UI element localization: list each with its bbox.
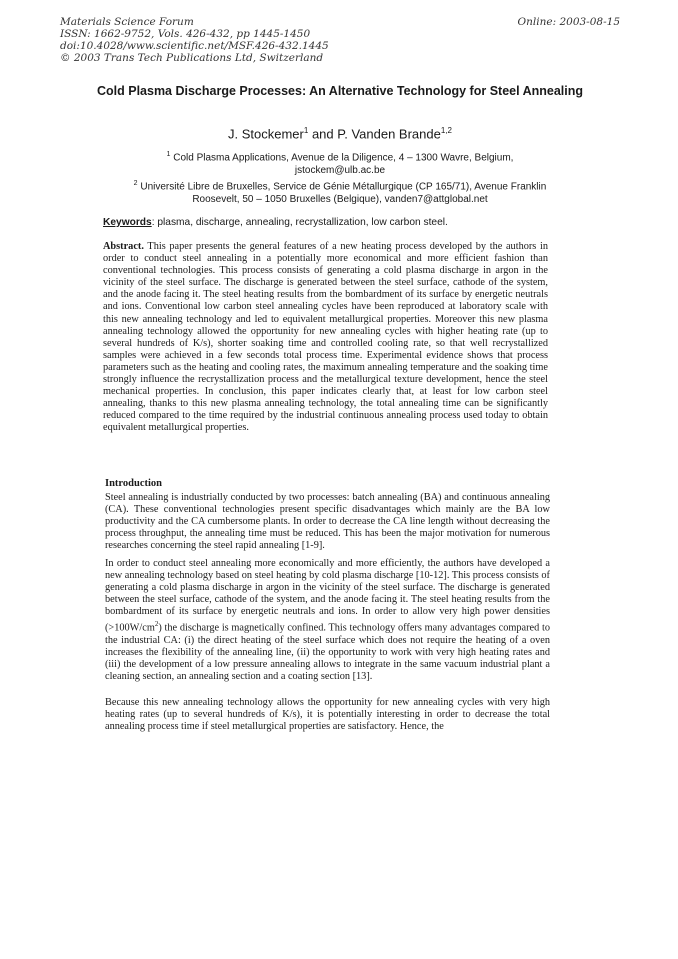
affiliation-1-email[interactable]: jstockem@ulb.ac.be [294, 164, 386, 176]
keywords-list: : plasma, discharge, annealing, recrystallization, low carbon steel. [151, 217, 448, 228]
affiliation-1-address: Cold Plasma Applications, Avenue de la Diligence, 4 – 1300 Wavre, Belgium, [173, 152, 514, 164]
abstract-label: Abstract. [103, 241, 144, 252]
section-heading-introduction: Introduction [105, 478, 162, 489]
author-2-affiliation-mark: 1,2 [440, 126, 452, 135]
intro-paragraph-2 [105, 558, 550, 683]
intro-paragraph-1: Steel annealing is industrially conducted by two processes: batch annealing (BA) and continuous annealing (CA). These conventional technologies present specific disadvantages which mainly are the BA low productivity and the CA cumbersome plants. In order to decrease the CA line length without decreasing the process throughput, the annealing time must be reduced. This has been the major motivation for numerous researches concerning the steel rapid annealing [1-9]. [105, 492, 550, 552]
keywords-label: Keywords [103, 217, 152, 228]
online-date: Online: 2003-08-15 [517, 16, 620, 28]
affiliation-2-address-line1: Université Libre de Bruxelles, Service de Génie Métallurgique (CP 165/71), Avenue Franklin [140, 181, 547, 193]
intro-paragraph-2-part-a: In order to conduct steel annealing more economically and more efficiently, the authors have developed a new annealing technology based on steel heating by cold plasma discharge [10-12]. This process consists of generating a cold plasma discharge in argon in the vicinity of the steel surface. The discharge is generated between the steel surface, cathode of the system, and the anode facing it. The steel heating results from the bombardment of its surface by energetic neutrals and ions. In order to allow very high power densities (>100W/cm [105, 558, 550, 634]
affiliation-2-address-line2: Roosevelt, 50 – 1050 Bruxelles (Belgique), vanden7@attglobal.net [192, 193, 488, 205]
intro-paragraph-2-part-b: ) the discharge is magnetically confined. This technology offers many advantages compared to the industrial CA: (i) the direct heating of the steel surface which does not require the heating of a oven increases the flexibility of the annealing line, (ii) the opportunity to work with very high heating rates and (iii) the development of a low pressure annealing allows to integrate in the same vacuum industrial plant a cleaning section, an annealing section and a coating section [13]. [105, 622, 550, 683]
affiliation-2-mark: 2 [133, 180, 138, 187]
author-1: J. Stockemer [228, 126, 304, 142]
affiliation-1 [100, 149, 580, 177]
doi-link[interactable]: doi:10.4028/www.scientific.net/MSF.426-432.1445 [60, 40, 329, 52]
paper-title: Cold Plasma Discharge Processes: An Alternative Technology for Steel Annealing [96, 84, 583, 98]
intro-paragraph-3: Because this new annealing technology allows the opportunity for new annealing cycles with very high heating rates (up to several hundreds of K/s), it is potentially interesting in order to decrease the total annealing process time if steel metallurgical properties are satisfactory. Hence, the [105, 697, 550, 733]
abstract [103, 241, 548, 435]
publication-header [60, 16, 620, 64]
abstract-text: This paper presents the general features of a new heating process developed by the authors in order to conduct steel annealing in a potentially more economical and more efficient fashion than conventional technologies. This process consists of generating a cold plasma discharge in argon in the vicinity of the steel surface. The discharge is generated between the steel surface, cathode of the system, and the anode facing it. The steel heating results from the bombardment of its surface by energetic neutrals and ions. Conventional low carbon steel annealing cycles have been reproduced at laboratory scale with this new annealing technology and led to equivalent metallurgical properties. Moreover this new plasma annealing technology allowed the opportunity for new annealing cycles with higher heating rate (up to several hundreds of K/s), shorter soaking time and controlled cooling rate, so that well recrystallized samples were achieved in a few seconds total process time. Experimental evidence shows that process parameters such as the heating and cooling rates, the maximum annealing temperature and the soaking time strongly influence the recrystallization process and the metallurgical texture development, hence the steel mechanical properties. In conclusion, this paper indicates clearly that, at least for low carbon steel annealing, thanks to this new plasma annealing technology, the total annealing time can be significantly reduced compared to the time required by the industrial continuous annealing process used today to obtain equivalent metallurgical properties. [103, 241, 548, 434]
author-2: P. Vanden Brande [337, 126, 441, 142]
journal-name: Materials Science Forum [60, 16, 194, 28]
keywords [103, 217, 563, 228]
issn-line: ISSN: 1662-9752, Vols. 426-432, pp 1445-1450 [60, 28, 311, 40]
affiliation-1-mark: 1 [166, 151, 171, 158]
author-line [100, 126, 580, 141]
affiliation-2 [100, 178, 580, 206]
author-1-affiliation-mark: 1 [303, 126, 309, 135]
author-conjunction: and [308, 126, 338, 142]
copyright-line: © 2003 Trans Tech Publications Ltd, Switzerland [60, 52, 324, 64]
unit-exponent: 2 [154, 620, 159, 629]
